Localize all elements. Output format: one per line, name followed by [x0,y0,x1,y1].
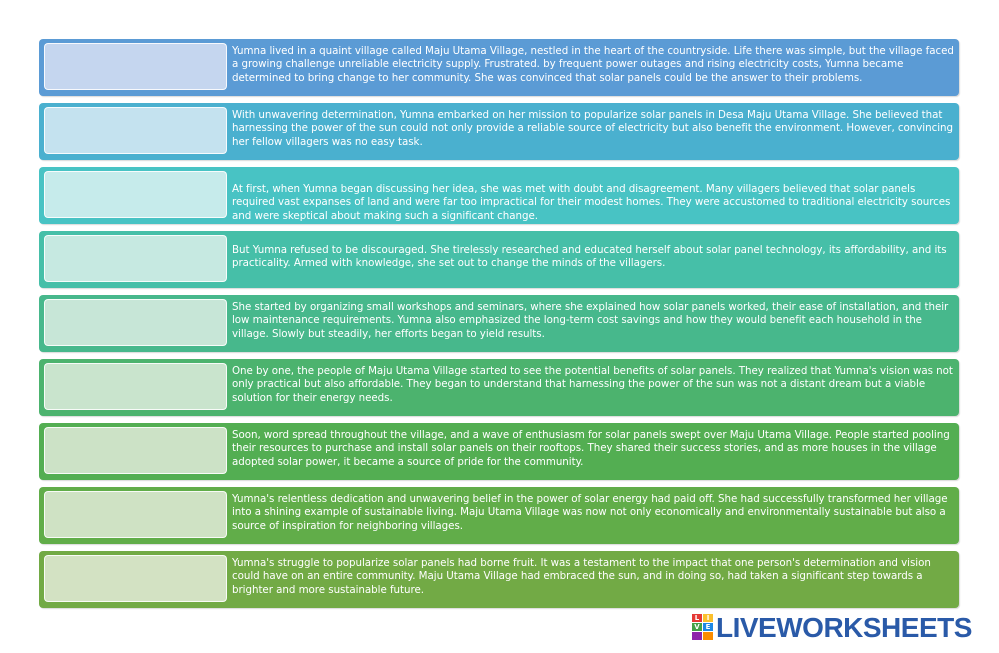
answer-box[interactable] [44,491,227,538]
story-row [39,39,959,96]
answer-box[interactable] [44,427,227,474]
logo-letter: L [692,614,702,622]
answer-box[interactable] [44,555,227,602]
story-text: Yumna's struggle to popularize solar panels had borne fruit. It was a testament to the impact that one person's determination and vision could have on an entire community. Maju Utama Village had embraced the sun, and in doing so, had taken a significant step towards a brighter and more sustainable future. [232,557,931,596]
story-text: Yumna's relentless dedication and unwavering belief in the power of solar energy had paid off. She had successfully transformed her village into a shining example of sustainable living. Maju Utama Village was now not only economically and environmentally sustainable but also a source of inspiration for neighboring villages. [232,493,948,532]
story-row [39,295,959,352]
story-text: Soon, word spread throughout the village, and a wave of enthusiasm for solar panels swept over Maju Utama Village. People started pooling their resources to purchase and install solar panels on their rooftops. They shared their success stories, and as more houses in the village adopted solar power, it became a source of pride for the community. [232,429,950,468]
answer-box[interactable] [44,299,227,346]
logo-letter: E [703,623,713,631]
logo-text: LIVEWORKSHEETS [716,612,972,643]
story-row [39,359,959,416]
answer-box[interactable] [44,43,227,90]
story-row [39,423,959,480]
logo-mark-icon [692,614,714,642]
story-text: She started by organizing small workshops and seminars, where she explained how solar panels worked, their ease of installation, and their low maintenance requirements. Yumna also emphasized the long-term cost savings and how they would benefit each household in the village. Slowly but steadily, her efforts began to yield results. [232,301,949,340]
liveworksheets-logo [692,612,972,644]
answer-box[interactable] [44,363,227,410]
story-text: With unwavering determination, Yumna embarked on her mission to popularize solar panels in Desa Maju Utama Village. She believed that harnessing the power of the sun could not only provide a reliable source of electricity but also benefit the environment. However, convincing her fellow villagers was no easy task. [232,109,953,148]
story-row [39,167,959,224]
story-row [39,231,959,288]
story-text: Yumna lived in a quaint village called Maju Utama Village, nestled in the heart of the countryside. Life there was simple, but the village faced a growing challenge unreliable electricity supply. Frustrated. by frequent power outages and rising electricity costs, Yumna became determined to bring change to her community. She was convinced that solar panels could be the answer to their problems. [232,45,954,84]
story-row [39,487,959,544]
answer-box[interactable] [44,107,227,154]
story-row [39,551,959,608]
logo-letter: V [692,623,702,631]
story-text: At first, when Yumna began discussing her idea, she was met with doubt and disagreement. Many villagers believed that solar panels required vast expanses of land and were far too impractical for their modest homes. They were accustomed to traditional electricity sources and were skeptical about making such a significant change. [232,183,951,222]
logo-letter: I [703,614,713,622]
story-text: One by one, the people of Maju Utama Village started to see the potential benefits of solar panels. They realized that Yumna's vision was not only practical but also affordable. They began to understand that harnessing the power of the sun was not a distant dream but a viable solution for their energy needs. [232,365,953,404]
answer-box[interactable] [44,235,227,282]
answer-box[interactable] [44,171,227,218]
story-text: But Yumna refused to be discouraged. She tirelessly researched and educated herself about solar panel technology, its affordability, and its practicality. Armed with knowledge, she set out to change the minds of the villagers. [232,244,947,270]
story-row [39,103,959,160]
